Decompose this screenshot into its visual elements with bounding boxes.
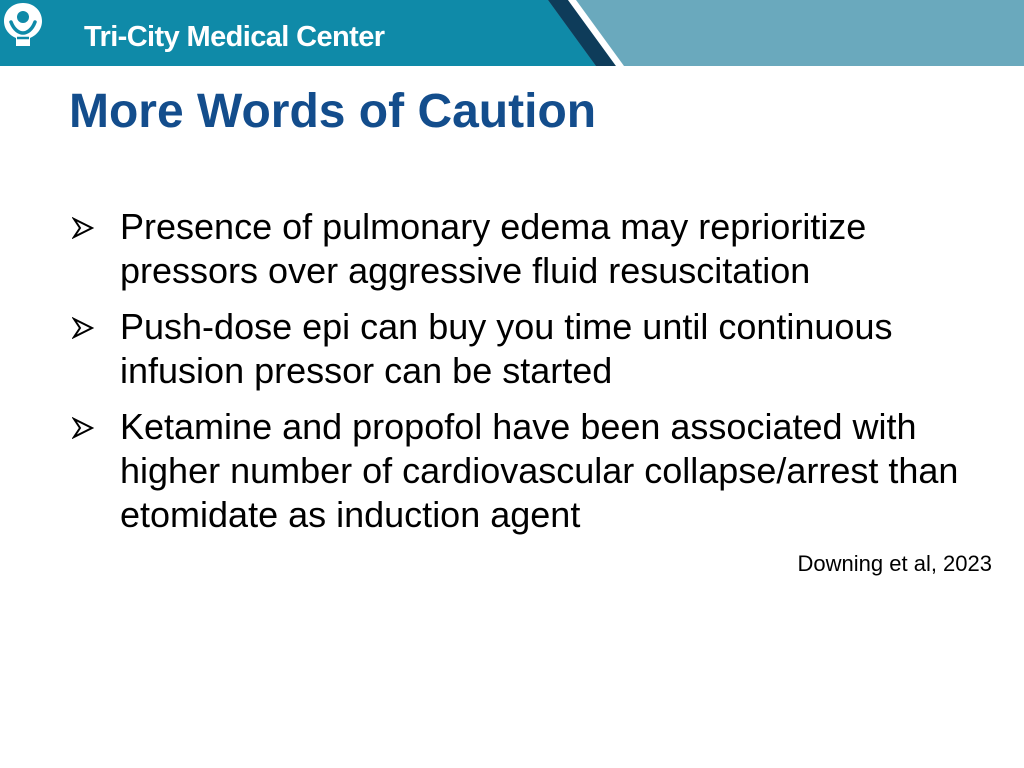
bullet-text: Ketamine and propofol have been associated with higher number of cardiovascular collapse/arrest than etomidate as induction agent <box>120 406 959 535</box>
arrow-bullet-icon <box>72 417 94 439</box>
bullet-text: Presence of pulmonary edema may reprioritize pressors over aggressive fluid resuscitation <box>120 206 867 291</box>
brand-name: Tri-City Medical Center <box>84 21 385 53</box>
bullet-item <box>70 305 1010 393</box>
header-bar <box>0 0 1024 66</box>
slide-title: More Words of Caution <box>69 85 597 138</box>
arrow-bullet-icon <box>72 217 94 239</box>
bullet-item <box>70 205 1010 293</box>
bullet-list <box>70 205 1010 549</box>
citation: Downing et al, 2023 <box>797 551 992 576</box>
tri-city-logo-icon <box>0 0 46 50</box>
arrow-bullet-icon <box>72 317 94 339</box>
bullet-text: Push-dose epi can buy you time until continuous infusion pressor can be started <box>120 306 893 391</box>
bullet-item <box>70 405 1010 537</box>
